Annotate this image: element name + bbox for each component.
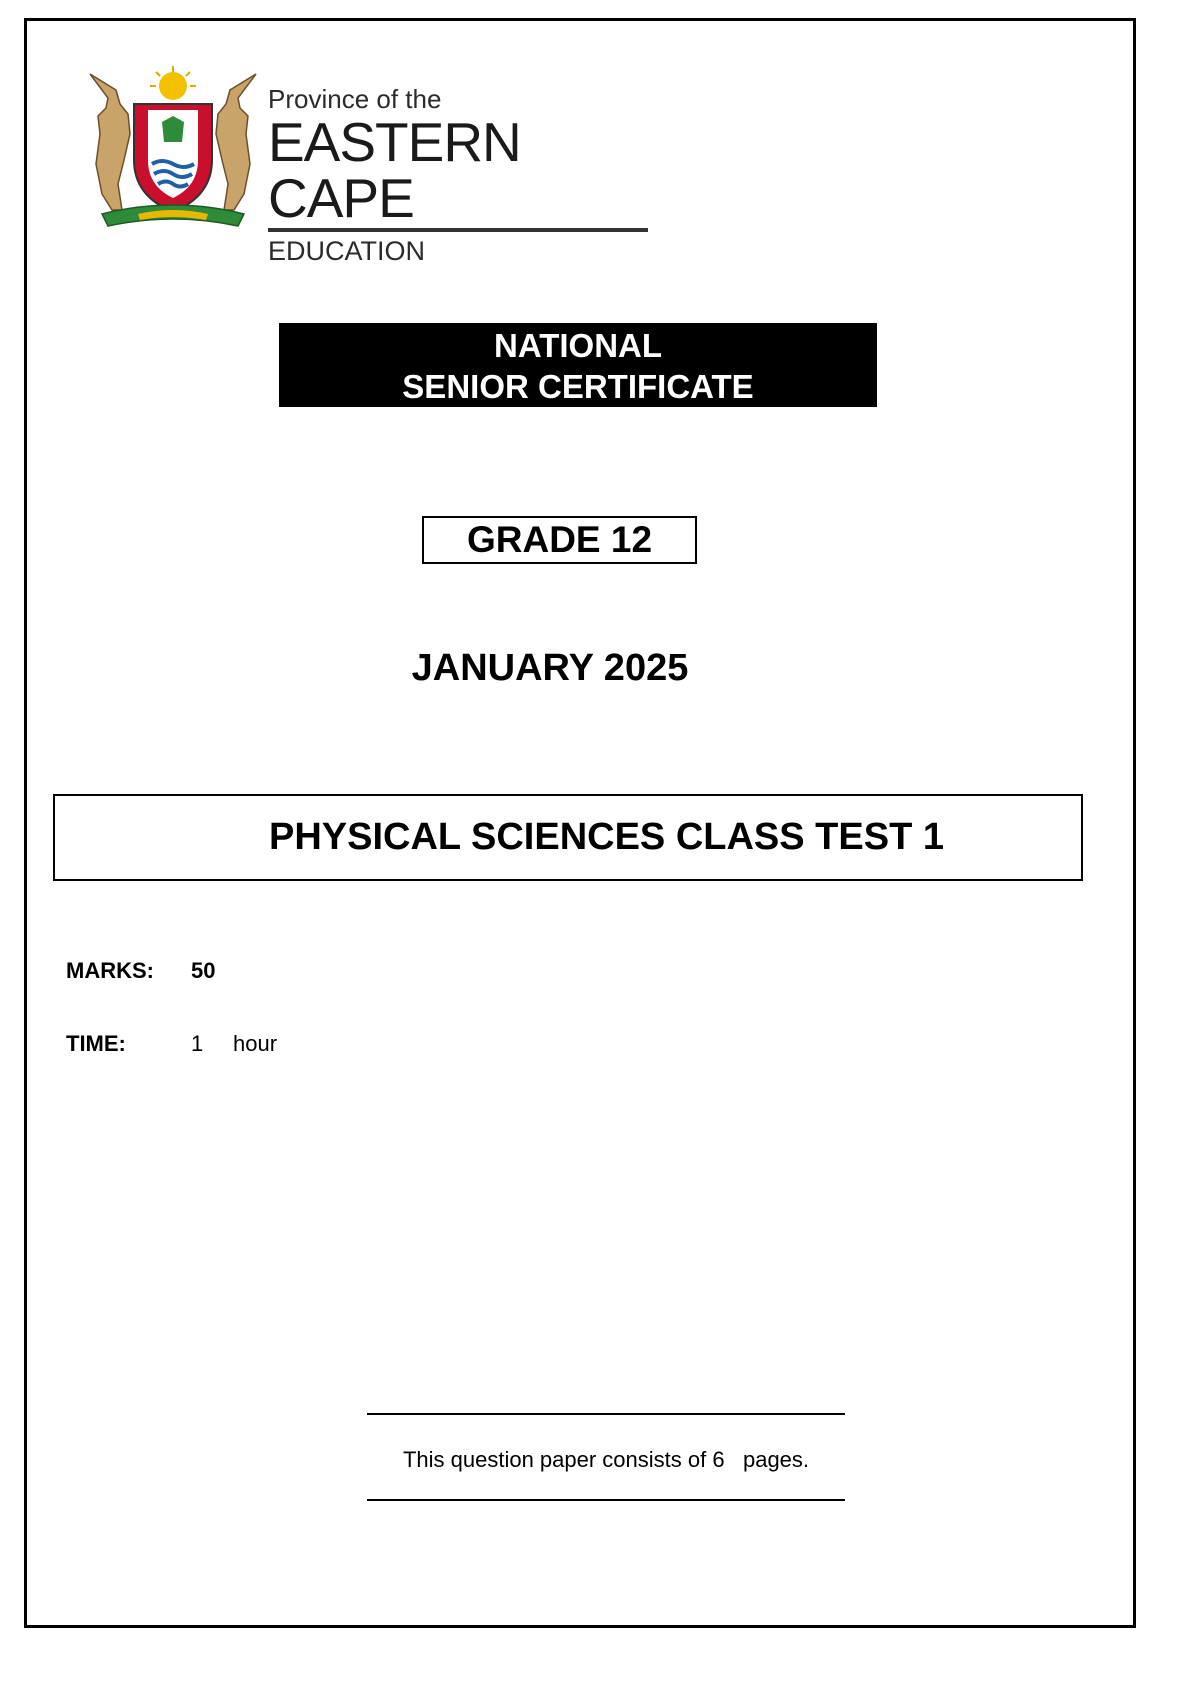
page-count-suffix: pages. [742, 1447, 810, 1472]
national-senior-certificate-banner [279, 323, 877, 407]
subject-box [53, 794, 1083, 881]
time-value: 1 [191, 1031, 204, 1056]
subject-title: PHYSICAL SCIENCES CLASS TEST 1 [269, 816, 944, 858]
logo-province-name: EASTERN CAPE [268, 114, 648, 232]
logo-department-line: EDUCATION [268, 236, 426, 266]
page-count-note [367, 1446, 845, 1474]
page-count-value: 6 [712, 1447, 725, 1472]
antelope-supporter-left-icon [90, 74, 130, 210]
footer-rule-bottom [367, 1499, 845, 1501]
page-count-prefix: This question paper consists of [402, 1447, 707, 1472]
exam-date: JANUARY 2025 [411, 647, 689, 689]
time-unit: hour [233, 1031, 278, 1056]
banner-line-2: SENIOR CERTIFICATE [402, 368, 754, 405]
marks-label: MARKS: [66, 958, 154, 983]
time-label: TIME: [66, 1031, 126, 1056]
sun-icon [150, 66, 196, 100]
eastern-cape-coat-of-arms-icon [78, 64, 268, 232]
logo-province-line: Province of the [268, 84, 442, 114]
banner-line-1: NATIONAL [493, 327, 663, 364]
marks-value: 50 [191, 958, 216, 983]
department-logo-text [268, 84, 648, 268]
antelope-supporter-right-icon [216, 74, 256, 210]
footer-rule-top [367, 1413, 845, 1415]
shield-icon [134, 104, 212, 212]
grade-box: GRADE 12 [422, 516, 697, 564]
